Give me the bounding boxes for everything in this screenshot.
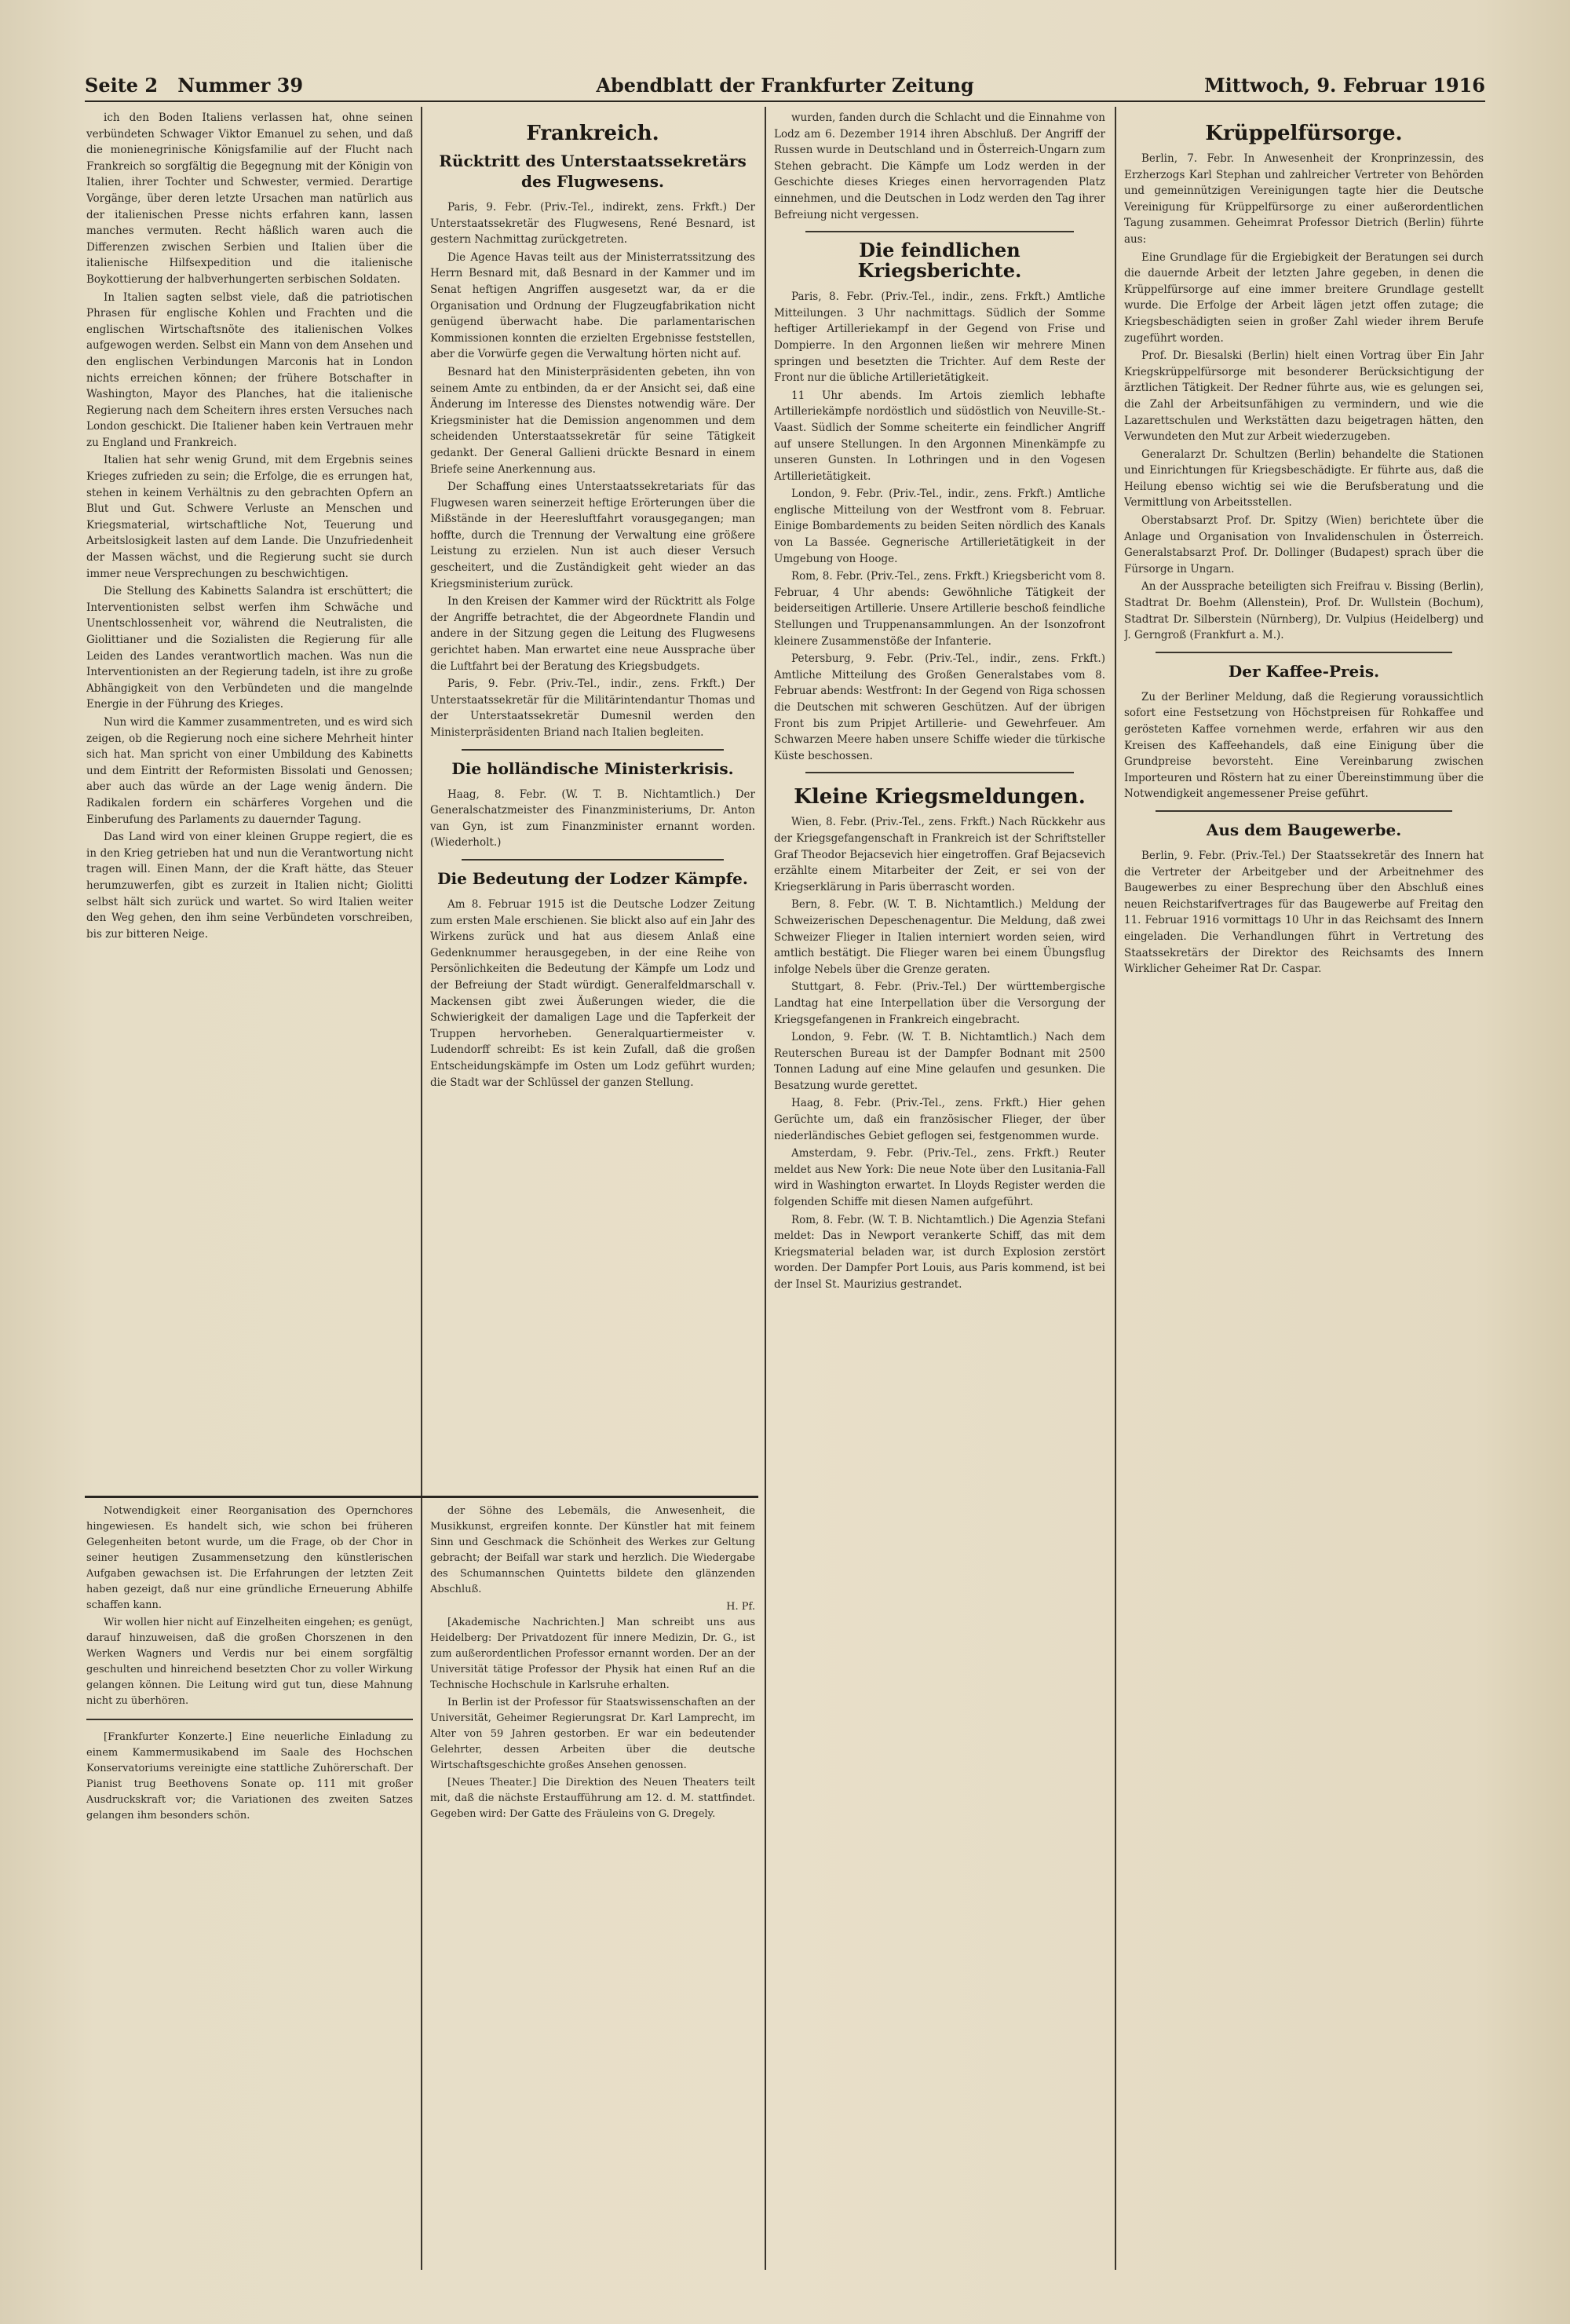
column-2 <box>430 110 755 1488</box>
paragraph: Berlin, 7. Febr. In Anwesenheit der Kronprinzessin, des Erzherzogs Karl Stephan und zahlreicher Vertreter von Behörden und gemeinnützigen Vereinigungen tagte hier die Deutsche Vereinigung für Krüppelfürsorge zu einer außerordentlichen Tagung zusammen. Geheimrat Professor Dietrich (Berlin) führte aus: <box>1124 152 1484 246</box>
divider <box>805 772 1074 773</box>
paragraph: Paris, 9. Febr. (Priv.-Tel., indir., zens. Frkft.) Der Unterstaatssekretär für die Militärintendantur Thomas und der Unterstaatssekretär Dumesnil werden den Ministerpräsidenten Briand nach Italien begleiten. <box>430 678 755 739</box>
feuilleton-left <box>86 1504 413 2269</box>
section-heading-lodz: Die Bedeutung der Lodzer Kämpfe. <box>437 868 748 888</box>
paragraph: London, 9. Febr. (W. T. B. Nichtamtlich.) Nach dem Reuterschen Bureau ist der Dampfer Bodnant mit 2500 Tonnen Ladung auf eine Mine gelaufen und gesunken. Die Besatzung wurde gerettet. <box>774 1031 1105 1092</box>
paragraph: Zu der Berliner Meldung, daß die Regierung voraussichtlich sofort eine Festsetzung von Höchstpreisen für Rohkaffee und gerösteten Kaffee vornehmen werde, erfahren wir aus den Kreisen des Kaffeehandels, daß eine Einigung über die Grundpreise bevorsteht. Eine Vereinbarung zwischen Importeuren und Röstern hat zu einer Übereinstimmung über die Notwendigkeit angemessener Preise geführt. <box>1124 690 1484 801</box>
paragraph: Petersburg, 9. Febr. (Priv.-Tel., indir., zens. Frkft.) Amtliche Mitteilung des Großen Generalstabes vom 8. Februar abends: Westfront: In der Gegend von Riga schossen die Deutschen mit schweren Geschützen. Auf der übrigen Front bis zum Pripjet Artillerie- und Gewehrfeuer. Am Schwarzen Meere haben unsere Schiffe wieder die türkische Küste beschossen. <box>774 652 1105 762</box>
masthead-title: Abendblatt der Frankfurter Zeitung <box>596 74 974 97</box>
paragraph: Stuttgart, 8. Febr. (Priv.-Tel.) Der württembergische Landtag hat eine Interpellation über die Versorgung der Kriegsgefangenen in Frankreich eingebracht. <box>774 981 1105 1026</box>
page-header <box>85 68 1485 99</box>
paragraph: ich den Boden Italiens verlassen hat, ohne seinen verbündeten Schwager Viktor Emanuel zu sehen, und daß die monienegrinische Königsfamilie auf der Flucht nach Frankreich so sorgfältig die Begegnung mit der Königin von Italien, ihrer Tochter und Schwester, vermied. Derartige Vorgänge, über deren letzte Ursachen man natürlich aus der italienischen Presse nichts erfahren kann, lassen manches vermuten. Recht häßlich waren auch die Differenzen zwischen Serbien und Italien über die italienische Hilfsexpedition und die italienische Boykottierung der halbverhungerten serbischen Soldaten. <box>86 111 413 286</box>
paragraph: Bern, 8. Febr. (W. T. B. Nichtamtlich.) Meldung der Schweizerischen Depeschenagentur. Die Meldung, daß zwei Schweizer Flieger in Italien interniert worden seien, wird amtlich bestätigt. Die Flieger waren bei einem Übungsflug infolge Nebels über die Grenze geraten. <box>774 898 1105 976</box>
paragraph: Wir wollen hier nicht auf Einzelheiten eingehen; es genügt, darauf hinzuweisen, daß die großen Chorszenen in den Werken Wagners und Verdis nur bei einem sorgfältig geschulten und hinreichend besetzten Chor zu voller Wirkung gelangen können. Die Leitung wird gut tun, diese Mahnung nicht zu überhören. <box>86 1617 413 1707</box>
divider <box>462 859 724 861</box>
paragraph: Oberstabsarzt Prof. Dr. Spitzy (Wien) berichtete über die Anlage und Organisation von Invalidenschulen in Österreich. Generalstabsarzt Prof. Dr. Dollinger (Budapest) sprach über die Fürsorge in Ungarn. <box>1124 514 1484 576</box>
section-heading-kruppelfursorge: Krüppelfürsorge. <box>1205 122 1403 145</box>
page-number: Seite 2 Nummer 39 <box>85 74 304 97</box>
paragraph: In Italien sagten selbst viele, daß die patriotischen Phrasen für englische Kohlen und Frachten und die englischen Wirtschaftsnöte des italienischen Volkes aufgewogen werden. Selbst ein Mann von dem Ansehen und den englischen Verbindungen Marconis hat in London nichts erreichen können; der frühere Botschafter in Washington, Mayor des Planches, hat die italienische Regierung nach dem Scheitern ihres ersten Versuches nach London geschickt. Die Italiener haben kein Vertrauen mehr zu England und Frankreich. <box>86 290 413 449</box>
paragraph: In den Kreisen der Kammer wird der Rücktritt als Folge der Angriffe betrachtet, die der Abgeordnete Flandin und andere in der Sitzung gegen die Leitung des Flugwesens gerichtet haben. Man erwartet eine neue Aussprache über die Luftfahrt bei der Beratung des Kriegsbudgets. <box>430 595 755 673</box>
feuilleton-right <box>430 1504 755 2269</box>
paragraph: Die Stellung des Kabinetts Salandra ist erschüttert; die Interventionisten selbst werfen ihm Schwäche und Unentschlossenheit vor, während die Neutralisten, die Giolittianer und die Sozialisten die Regierung für alle Leiden des Landes verantwortlich machen. Was nun die Interventionisten an der Regierung tadeln, ist ihre zu große Abhängigkeit von den Verbündeten und die mangelnde Energie in der Führung des Krieges. <box>86 585 413 711</box>
column-rule-3 <box>1115 107 1116 2270</box>
divider <box>462 749 724 751</box>
section-heading-baugewerbe: Aus dem Baugewerbe. <box>1206 820 1402 839</box>
paragraph: [Akademische Nachrichten.] Man schreibt uns aus Heidelberg: Der Privatdozent für innere Medizin, Dr. G., ist zum außerordentlichen Professor ernannt worden. Der an der Universität tätige Professor der Physik hat einen Ruf an die Technische Hochschule in Karlsruhe erhalten. <box>430 1617 755 1691</box>
paragraph: Nun wird die Kammer zusammentreten, und es wird sich zeigen, ob die Regierung noch eine sichere Mehrheit hinter sich hat. Man spricht von einer Umbildung des Kabinetts und dem Eintritt der Reformisten Bissolati und Genossen; aber auch das würde an der Lage wenig ändern. Die Radikalen fordern ein schärferes Vorgehen und die Einberufung des Parlaments zu dauernder Tagung. <box>86 715 413 826</box>
paragraph: An der Aussprache beteiligten sich Freifrau v. Bissing (Berlin), Stadtrat Dr. Boehm (Allenstein), Prof. Dr. Wullstein (Bochum), Stadtrat Dr. Silberstein (Nürnberg), Dr. Vulpius (Heidelberg) und J. Gerngroß (Frankfurt a. M.). <box>1124 580 1484 642</box>
divider <box>86 1719 413 1720</box>
article-subheading: Rücktritt des Unterstaatssekretärs des Flugwesens. <box>439 152 747 191</box>
paragraph: London, 9. Febr. (Priv.-Tel., indir., zens. Frkft.) Amtliche englische Mitteilung von der Westfront vom 8. Februar. Einige Bombardements zu beiden Seiten nördlich des Kanals von La Bassée. Gegnerische Artillerietätigkeit in der Umgebung von Hooge. <box>774 488 1105 565</box>
paragraph: Wien, 8. Febr. (Priv.-Tel., zens. Frkft.) Nach Rückkehr aus der Kriegsgefangenschaft in Frankreich ist der Schriftsteller Graf Theodor Bejacsevich hier eingetroffen. Graf Bejacsevich erzählte einem Mitarbeiter der Zeit, er sei von der Kriegserklärung in Paris überrascht worden. <box>774 816 1105 893</box>
paragraph: Die Agence Havas teilt aus der Ministerratssitzung des Herrn Besnard mit, daß Besnard in der Kammer und im Senat heftigen Angriffen ausgesetzt war, da er die Organisation und Ordnung der Flugzeugfabrikation nicht genügend überwacht habe. Die parlamentarischen Kommissionen konnten die erzielten Ergebnisse feststellen, aber die Vorwürfe gegen die Verwaltung hörten nicht auf. <box>430 250 755 361</box>
column-rule-1 <box>421 107 422 2270</box>
paragraph: der Söhne des Lebemäls, die Anwesenheit, die Musikkunst, ergreifen konnte. Der Künstler hat mit feinem Sinn und Geschmack die Schönheit des Werkes zur Geltung gebracht; der Beifall war stark und herzlich. Die Wiedergabe des Schumannschen Quintetts bildete den glänzenden Abschluß. <box>430 1505 755 1595</box>
section-heading-kriegsmeldungen: Kleine Kriegsmeldungen. <box>794 785 1086 809</box>
paragraph: Berlin, 9. Febr. (Priv.-Tel.) Der Staatssekretär des Innern hat die Vertreter der Arbeitgeber und der Arbeitnehmer des Baugewerbes zu einer Besprechung über den Abschluß eines neuen Reichstarifvertrages für das Baugewerbe auf Freitag den 11. Februar 1916 vormittags 10 Uhr in das Reichsamt des Innern eingeladen. Die Verhandlungen führt in Vertretung des Staatssekretärs der Direktor des Reichsamts des Innern Wirklicher Geheimer Rat Dr. Caspar. <box>1124 849 1484 976</box>
paragraph: Haag, 8. Febr. (Priv.-Tel., zens. Frkft.) Hier gehen Gerüchte um, daß ein französischer Flieger, der über niederländisches Gebiet geflogen sei, festgenommen wurde. <box>774 1097 1105 1142</box>
divider <box>1156 652 1452 653</box>
paragraph: Rom, 8. Febr. (Priv.-Tel., zens. Frkft.) Kriegsbericht vom 8. Februar, 4 Uhr abends: Gewöhnliche Tätigkeit der beiderseitigen Artillerie. Unsere Artillerie beschoß feindliche Stellungen und Truppenansammlungen. An der Isonzofront kleinere Zusammenstöße der Infanterie. <box>774 570 1105 648</box>
section-heading-ministerkrisis: Die holländische Ministerkrisis. <box>451 758 734 778</box>
section-heading-kriegsberichte: Die feindlichen Kriegsberichte. <box>857 239 1022 283</box>
paragraph: Am 8. Februar 1915 ist die Deutsche Lodzer Zeitung zum ersten Male erschienen. Sie blickt also auf ein Jahr des Wirkens zurück und hat aus diesem Anlaß eine Gedenknummer herausgegeben, in der eine Reihe von Persönlichkeiten die Bedeutung der Kämpfe um Lodz und der Befreiung der Stadt würdigt. Generalfeldmarschall v. Mackensen gibt zwei Äußerungen wieder, die die Schwierigkeit der damaligen Lage und die Tapferkeit der Truppen hervorheben. Generalquartiermeister v. Ludendorff schreibt: Es ist kein Zufall, daß die großen Entscheidungskämpfe im Osten um Lodz geführt wurden; die Stadt war der Schlüssel der ganzen Stellung. <box>430 897 755 1089</box>
paragraph: Prof. Dr. Biesalski (Berlin) hielt einen Vortrag über Ein Jahr Kriegskrüppelfürsorge mit besonderer Berücksichtigung der ärztlichen Tätigkeit. Der Redner führte aus, wie es gelungen sei, die Zahl der Arbeitsunfähigen zu vermindern, und wie die Lazarettschulen und Werkstätten dazu beigetragen hätten, den Verwundeten den Mut zur Arbeit wiederzugeben. <box>1124 349 1484 444</box>
article-italy-continued <box>86 110 413 1488</box>
paragraph: wurden, fanden durch die Schlacht und die Einnahme von Lodz am 6. Dezember 1914 ihren Abschluß. Der Angriff der Russen wurde in Deutschland und in Österreich-Ungarn zum Stehen gebracht. Die Kämpfe um Lodz werden in der Geschichte dieses Krieges einen hervorragenden Platz einnehmen, und die Deutschen in Lodz werden den Tag ihrer Befreiung nicht vergessen. <box>774 111 1105 221</box>
paragraph: Haag, 8. Febr. (W. T. B. Nichtamtlich.) Der Generalschatzmeister des Finanzministeriums, Dr. Anton van Gyn, ist zum Finanzminister ernannt worden. (Wiederholt.) <box>430 787 755 850</box>
column-3 <box>774 110 1105 2269</box>
divider <box>805 231 1074 232</box>
paragraph: [Frankfurter Konzerte.] Eine neuerliche Einladung zu einem Kammermusikabend im Saale des Hochschen Konservatoriums vereinigte eine stattliche Zuhörerschaft. Der Pianist trug Beethovens Sonate op. 111 mit großer Ausdruckskraft vor; die Variationen des zweiten Satzes gelangen ihm besonders schön. <box>86 1731 413 1822</box>
divider <box>1156 810 1452 812</box>
paragraph: Besnard hat den Ministerpräsidenten gebeten, ihn von seinem Amte zu entbinden, da er der Ansicht sei, daß eine Änderung im Interesse des Dienstes notwendig wäre. Der Kriegsminister hat die Demission angenommen und dem scheidenden Unterstaatssekretär für seine Tätigkeit gedankt. Der General Gallieni drückte Besnard in einem Briefe seine Anerkennung aus. <box>430 365 755 476</box>
paragraph: Generalarzt Dr. Schultzen (Berlin) behandelte die Stationen und Einrichtungen für Kriegsbeschädigte. Er führte aus, daß die Heilung ebenso wichtig sei wie die Berufsberatung und die Vermittlung von Arbeitsstellen. <box>1124 448 1484 510</box>
paragraph: [Neues Theater.] Die Direktion des Neuen Theaters teilt mit, daß die nächste Erstaufführung am 12. d. M. stattfindet. Gegeben wird: Der Gatte des Fräuleins von G. Dregely. <box>430 1777 755 1820</box>
paragraph: Das Land wird von einer kleinen Gruppe regiert, die es in den Krieg getrieben hat und nun die Verantwortung nicht tragen will. Einen Mann, der die Kraft hätte, das Steuer herumzuwerfen, gibt es zurzeit in Italien nicht; Giolitti selbst hält sich zurück und wartet. So wird Italien weiter den Weg gehen, den ihm seine Verbündeten vorschreiben, bis zur bitteren Neige. <box>86 831 413 941</box>
feuilleton-rule <box>85 1496 758 1498</box>
paragraph: Notwendigkeit einer Reorganisation des Opernchores hingewiesen. Es handelt sich, wie schon bei früheren Gelegenheiten betont wurde, um die Frage, ob der Chor in seiner heutigen Zusammensetzung den künstlerischen Aufgaben gewachsen ist. Die Erfahrungen der letzten Zeit haben gezeigt, daß nur eine gründliche Erneuerung Abhilfe schaffen kann. <box>86 1505 413 1611</box>
section-heading-kaffeepreis: Der Kaffee-Preis. <box>1228 661 1380 681</box>
paragraph: Paris, 9. Febr. (Priv.-Tel., indirekt, zens. Frkft.) Der Unterstaatssekretär des Flugwesens, René Besnard, ist gestern Nachmittag zurückgetreten. <box>430 201 755 247</box>
column-rule-2 <box>765 107 766 2270</box>
paragraph: Eine Grundlage für die Ergiebigkeit der Beratungen sei durch die dauernde Arbeit der letzten Jahre gegeben, in denen die Krüppelfürsorge auf eine immer breitere Grundlage gestellt wurde. Die Erfolge der Arbeit lägen jetzt offen zutage; die Kriegsbeschädigten seien in großer Zahl wieder ihrem Berufe zugeführt worden. <box>1124 250 1484 345</box>
header-rule <box>85 100 1485 102</box>
paragraph: Rom, 8. Febr. (W. T. B. Nichtamtlich.) Die Agenzia Stefani meldet: Das in Newport verankerte Schiff, das mit dem Kriegsmaterial beladen war, ist durch Explosion zerstört worden. Der Dampfer Port Louis, aus Paris kommend, ist bei der Insel St. Maurizius gestrandet. <box>774 1213 1105 1291</box>
paragraph: Paris, 8. Febr. (Priv.-Tel., indir., zens. Frkft.) Amtliche Mitteilungen. 3 Uhr nachmittags. Südlich der Somme heftiger Artilleriekampf in der Gegend von Frise und Dompierre. In den Argonnen ließen wir mehrere Minen springen und besetzten die Trichter. Auf dem Reste der Front nur die übliche Artillerietätigkeit. <box>774 290 1105 385</box>
paragraph: Der Schaffung eines Unterstaatssekretariats für das Flugwesen waren seinerzeit heftige Erörterungen über die Mißstände in der Heeresluftfahrt vorausgegangen; man hoffte, durch die Trennung der Verwaltung eine größere Leistung zu erzielen. Nun ist auch dieser Versuch gescheitert, und die Zuständigkeit geht wieder an das Kriegsministerium zurück. <box>430 481 755 590</box>
paragraph: Italien hat sehr wenig Grund, mit dem Ergebnis seines Krieges zufrieden zu sein; die Erfolge, die es errungen hat, stehen in keinem Verhältnis zu den gebrachten Opfern an Blut und Gut. Schwere Verluste an Menschen und Kriegsmaterial, wirtschaftliche Not, Teuerung und Arbeitslosigkeit lasten auf dem Lande. Die Unzufriedenheit der Massen wächst, und die Regierung sucht sie durch immer neue Versprechungen zu beschwichtigen. <box>86 454 413 580</box>
issue-date: Mittwoch, 9. Februar 1916 <box>1204 74 1485 97</box>
author-signature: H. Pf. <box>726 1601 755 1613</box>
paragraph: Amsterdam, 9. Febr. (Priv.-Tel., zens. Frkft.) Reuter meldet aus New York: Die neue Note über den Lusitania-Fall wird in Washington erwartet. In Lloyds Register werden die folgenden Schiffe mit diesen Namen aufgeführt. <box>774 1147 1105 1209</box>
paragraph: 11 Uhr abends. Im Artois ziemlich lebhafte Artilleriekämpfe nordöstlich und südöstlich von Neuville-St.-Vaast. Südlich der Somme scheiterte ein feindlicher Angriff auf unsere Stellungen. In den Argonnen Minenkämpfe zu unseren Gunsten. In Lothringen und in den Vogesen Artillerietätigkeit. <box>774 389 1105 483</box>
paragraph: In Berlin ist der Professor für Staatswissenschaften an der Universität, Geheimer Regierungsrat Dr. Karl Lamprecht, im Alter von 59 Jahren gestorben. Er war ein bedeutender Gelehrter, dessen Arbeiten über die deutsche Wirtschaftsgeschichte großes Ansehen genossen. <box>430 1697 755 1771</box>
column-4 <box>1124 110 1484 2269</box>
section-heading-frankreich: Frankreich. <box>526 122 659 145</box>
